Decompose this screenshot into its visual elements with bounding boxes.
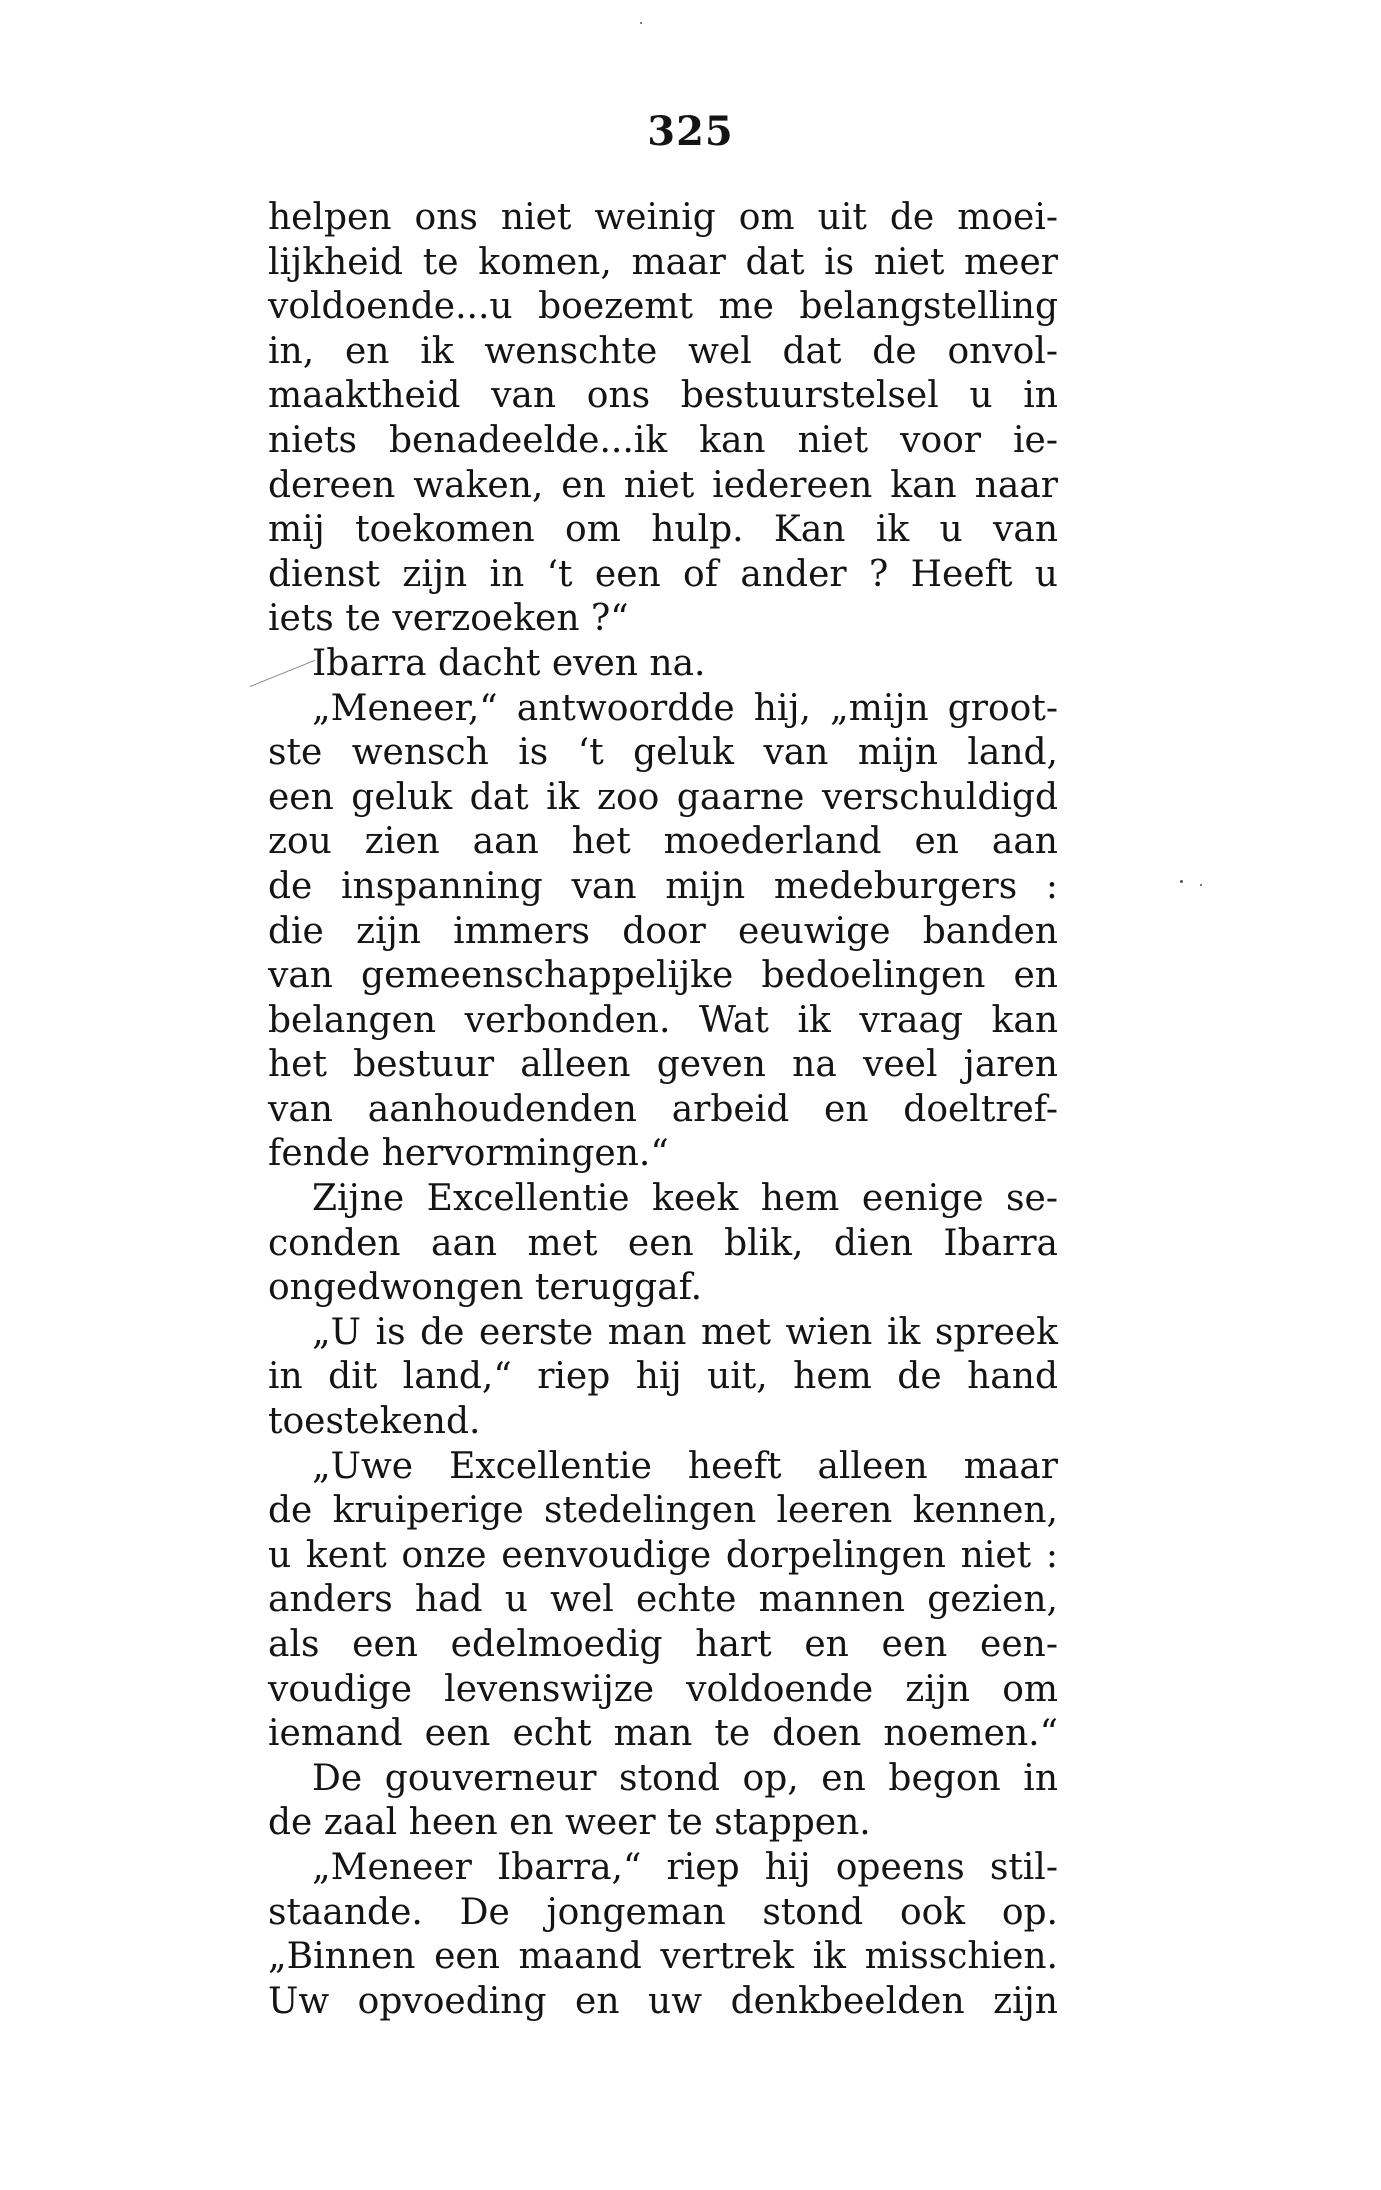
text-line: lijkheid te komen, maar dat is niet meer [268,241,1058,283]
text-line: anders had u wel echte mannen gezien, [268,1579,1058,1621]
text-line: Ibarra dacht even na. [312,642,706,684]
text-line: „Meneer Ibarra,“ riep hij opeens stil- [312,1846,1058,1888]
text-line: als een edelmoedig hart en een een- [268,1624,1058,1665]
text-line: „Meneer,“ antwoordde hij, „mijn groot- [312,687,1058,729]
text-line: De gouverneur stond op, en begon in [312,1757,1058,1799]
text-line: die zijn immers door eeuwige banden [268,910,1058,952]
text-line: „U is de eerste man met wien ik spreek [312,1311,1058,1353]
page-number: 325 [647,108,734,155]
text-line: u kent onze eenvoudige dorpelingen niet : [268,1534,1058,1576]
body-text [268,196,1058,2024]
text-line: ste wensch is ‘t geluk van mijn land, [268,732,1058,774]
text-line: voldoende...u boezemt me belangstelling [268,286,1058,328]
text-line: fende hervormingen.“ [268,1133,669,1175]
text-line: dereen waken, en niet iedereen kan naar [268,464,1058,506]
paper-speck [1200,884,1202,886]
text-line: „Uwe Excellentie heeft alleen maar [312,1445,1058,1487]
text-line: helpen ons niet weinig om uit de moei- [268,197,1058,238]
text-line: een geluk dat ik zoo gaarne verschuldigd [268,776,1058,818]
text-line: staande. De jongeman stond ook op. [268,1891,1058,1933]
text-line: in dit land,“ riep hij uit, hem de hand [268,1356,1058,1398]
text-line: belangen verbonden. Wat ik vraag kan [268,999,1058,1041]
text-line: niets benadeelde...ik kan niet voor ie- [268,419,1058,461]
text-line: dienst zijn in ‘t een of ander ? Heeft u [268,553,1058,595]
text-line: iemand een echt man te doen noemen.“ [268,1713,1058,1755]
text-line: mij toekomen om hulp. Kan ik u van [268,509,1058,551]
text-line: Uw opvoeding en uw denkbeelden zijn [268,1980,1058,2022]
text-line: toestekend. [268,1401,481,1443]
text-line: van aanhoudenden arbeid en doeltref- [268,1088,1058,1130]
text-line: iets te verzoeken ?“ [268,598,629,640]
text-line: de kruiperige stedelingen leeren kennen, [268,1490,1058,1532]
text-line: Zijne Excellentie keek hem eenige se- [312,1178,1058,1220]
text-line: ongedwongen teruggaf. [268,1267,703,1309]
text-line: zou zien aan het moederland en aan [268,821,1058,863]
text-line: conden aan met een blik, dien Ibarra [268,1222,1058,1264]
paper-speck [1180,880,1183,883]
text-line: „Binnen een maand vertrek ik misschien. [268,1936,1058,1978]
text-line: voudige levenswijze voldoende zijn om [268,1668,1058,1710]
text-line: de zaal heen en weer te stappen. [268,1802,871,1844]
text-line: de inspanning van mijn medeburgers : [268,865,1058,907]
text-line: van gemeenschappelijke bedoelingen en [268,955,1058,997]
text-line: in, en ik wenschte wel dat de onvol- [268,330,1058,372]
paper-speck [640,22,642,24]
text-line: het bestuur alleen geven na veel jaren [268,1044,1058,1086]
text-line: maaktheid van ons bestuurstelsel u in [268,375,1058,417]
